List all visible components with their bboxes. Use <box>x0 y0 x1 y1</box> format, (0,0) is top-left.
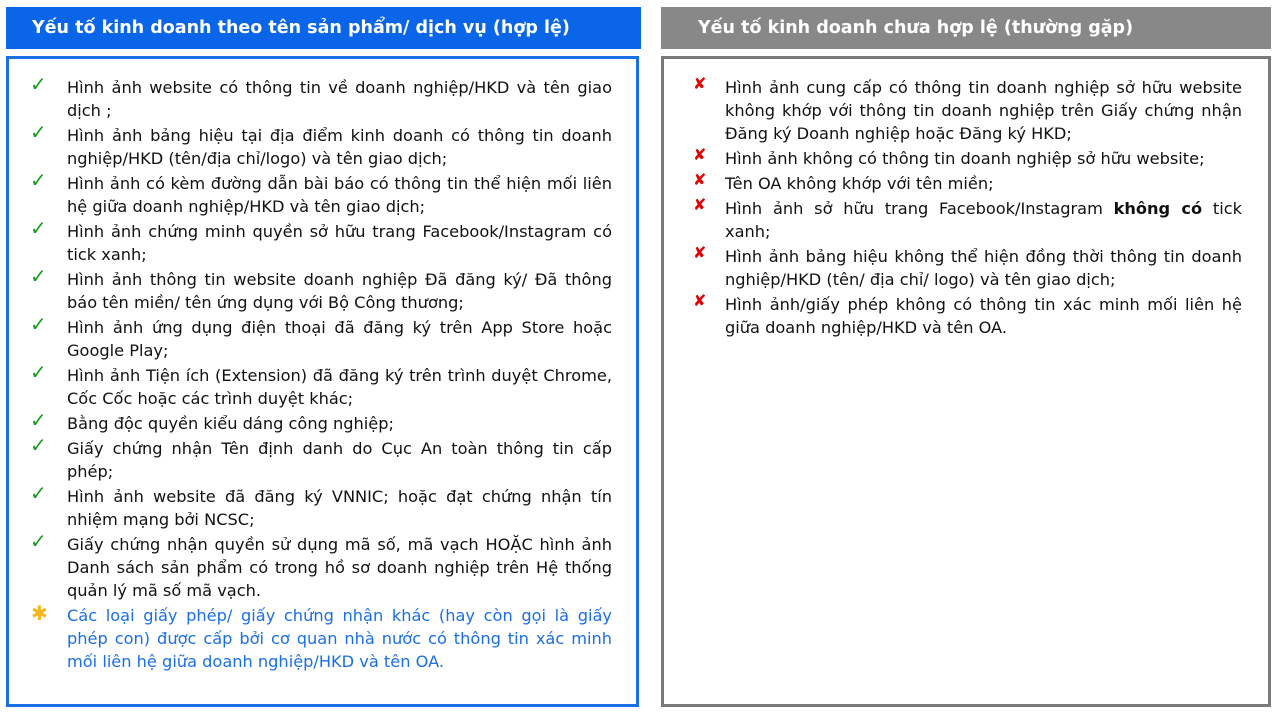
check-icon: ✓ <box>30 264 47 288</box>
check-icon: ✓ <box>30 408 47 432</box>
valid-factor-item <box>30 120 612 170</box>
invalid-factor-text-after: tick xanh; <box>725 199 1243 241</box>
valid-factor-text: Giấy chứng nhận quyền sử dụng mã số, mã vạch HOẶC hình ảnh Danh sách sản phẩm có trong hồ sơ doanh nghiệp trên Hệ thống quản lý mã số mã vạch. <box>67 535 612 600</box>
cross-icon: ✘ <box>693 243 707 262</box>
valid-factor-text: Giấy chứng nhận Tên định danh do Cục An toàn thông tin cấp phép; <box>67 439 612 481</box>
valid-factor-item <box>30 529 612 602</box>
valid-factor-item <box>30 312 612 362</box>
check-icon: ✓ <box>30 168 47 192</box>
invalid-factor-text: Hình ảnh không có thông tin doanh nghiệp sở hữu website; <box>725 149 1205 168</box>
check-icon: ✓ <box>30 529 47 553</box>
invalid-factor-text: Hình ảnh/giấy phép không có thông tin xác minh mối liên hệ giữa doanh nghiệp/HKD và tên OA. <box>725 295 1242 337</box>
invalid-factor-text-before: Hình ảnh sở hữu trang Facebook/Instagram <box>725 199 1114 218</box>
valid-factors-panel <box>6 56 639 707</box>
check-icon: ✓ <box>30 360 47 384</box>
invalid-factors-header <box>661 7 1271 49</box>
cross-icon: ✘ <box>693 170 707 189</box>
invalid-factor-item <box>691 245 1242 291</box>
asterisk-icon: ✱ <box>31 601 48 625</box>
check-icon: ✓ <box>30 120 47 144</box>
valid-factor-item <box>30 408 612 435</box>
valid-factor-item <box>30 216 612 266</box>
valid-factor-text: Bằng độc quyền kiểu dáng công nghiệp; <box>67 414 394 433</box>
check-icon: ✓ <box>30 481 47 505</box>
invalid-factors-panel <box>661 56 1271 707</box>
valid-factor-text: Hình ảnh chứng minh quyền sở hữu trang Facebook/Instagram có tick xanh; <box>67 222 612 264</box>
check-icon: ✓ <box>30 72 47 96</box>
other-license-text: Các loại giấy phép/ giấy chứng nhận khác (hay còn gọi là giấy phép con) được cấp bởi cơ quan nhà nước có thông tin xác minh mối liên hệ giữa doanh nghiệp/HKD và tên OA. <box>67 606 612 671</box>
valid-factor-item <box>30 264 612 314</box>
invalid-factors-list <box>664 59 1268 339</box>
cross-icon: ✘ <box>693 145 707 164</box>
invalid-factor-item <box>691 76 1242 145</box>
other-license-note <box>30 601 612 673</box>
invalid-factor-item <box>691 147 1242 170</box>
valid-factor-text: Hình ảnh Tiện ích (Extension) đã đăng ký trên trình duyệt Chrome, Cốc Cốc hoặc các trình duyệt khác; <box>67 366 612 408</box>
valid-factor-text: Hình ảnh website đã đăng ký VNNIC; hoặc đạt chứng nhận tín nhiệm mạng bởi NCSC; <box>67 487 612 529</box>
invalid-factors-title: Yếu tố kinh doanh chưa hợp lệ (thường gặp) <box>698 18 1134 38</box>
valid-factor-item <box>30 481 612 531</box>
cross-icon: ✘ <box>693 195 707 214</box>
valid-factor-item <box>30 168 612 218</box>
check-icon: ✓ <box>30 216 47 240</box>
invalid-factor-item <box>691 293 1242 339</box>
valid-factor-text: Hình ảnh bảng hiệu tại địa điểm kinh doanh có thông tin doanh nghiệp/HKD (tên/địa chỉ/logo) và tên giao dịch; <box>67 126 612 168</box>
valid-factor-text: Hình ảnh có kèm đường dẫn bài báo có thông tin thể hiện mối liên hệ giữa doanh nghiệp/HKD và tên giao dịch; <box>67 174 612 216</box>
invalid-factor-item <box>691 197 1242 243</box>
emphasis-not-have: không có <box>1113 199 1203 218</box>
valid-factor-item <box>30 72 612 122</box>
invalid-factor-text: Tên OA không khớp với tên miền; <box>725 174 994 193</box>
valid-factor-text: Hình ảnh ứng dụng điện thoại đã đăng ký trên App Store hoặc Google Play; <box>67 318 612 360</box>
valid-factors-header <box>6 7 641 49</box>
invalid-factor-text <box>725 197 1242 243</box>
valid-factor-text: Hình ảnh website có thông tin về doanh nghiệp/HKD và tên giao dịch ; <box>67 78 612 120</box>
invalid-factor-text: Hình ảnh cung cấp có thông tin doanh nghiệp sở hữu website không khớp với thông tin doanh nghiệp trên Giấy chứng nhận Đăng ký Doanh nghiệp hoặc Đăng ký HKD; <box>725 78 1242 143</box>
valid-factor-item <box>30 433 612 483</box>
cross-icon: ✘ <box>693 74 707 93</box>
invalid-factor-text: Hình ảnh bảng hiệu không thể hiện đồng thời thông tin doanh nghiệp/HKD (tên/ địa chỉ/ logo) và tên giao dịch; <box>725 247 1242 289</box>
check-icon: ✓ <box>30 312 47 336</box>
invalid-factor-item <box>691 172 1242 195</box>
check-icon: ✓ <box>30 433 47 457</box>
cross-icon: ✘ <box>693 291 707 310</box>
valid-factor-text: Hình ảnh thông tin website doanh nghiệp Đã đăng ký/ Đã thông báo tên miền/ tên ứng dụng với Bộ Công thương; <box>67 270 612 312</box>
valid-factors-title: Yếu tố kinh doanh theo tên sản phẩm/ dịch vụ (hợp lệ) <box>32 18 570 38</box>
valid-factors-list <box>9 59 636 673</box>
valid-factor-item <box>30 360 612 410</box>
